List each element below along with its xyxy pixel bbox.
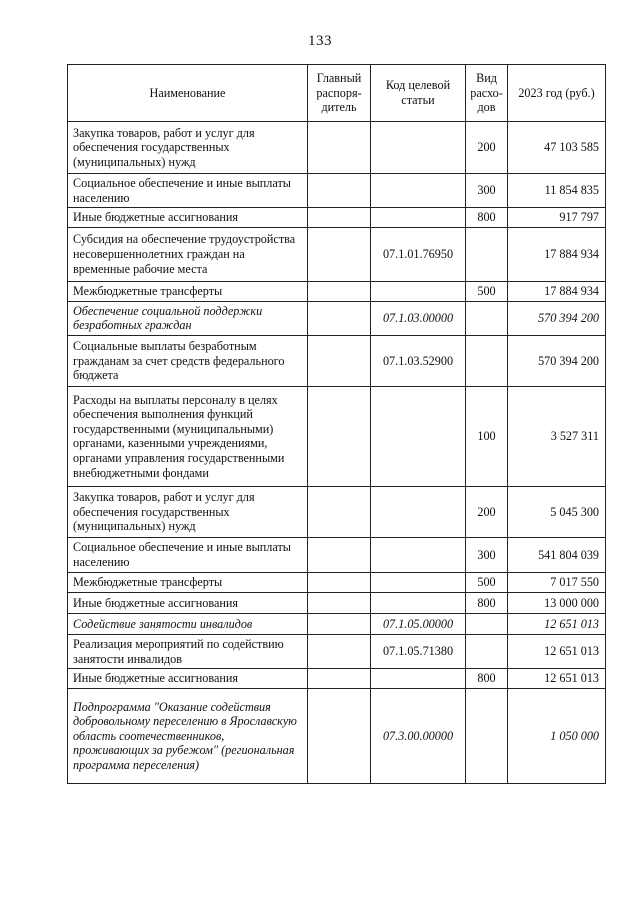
row-name-cell: Межбюджетные трансферты: [68, 572, 308, 592]
row-type-cell: 200: [466, 122, 508, 174]
row-name-cell: Реализация мероприятий по содействию занятости инвалидов: [68, 634, 308, 668]
table-row: [68, 208, 606, 228]
row-manager-cell: [308, 174, 371, 208]
table-row: [68, 537, 606, 572]
header-expense-type: Вид расхо-дов: [466, 65, 508, 122]
row-amount-cell: 7 017 550: [508, 572, 606, 592]
row-type-cell: [466, 689, 508, 784]
row-amount-cell: 17 884 934: [508, 227, 606, 281]
table-row: [68, 281, 606, 301]
row-amount-cell: 13 000 000: [508, 592, 606, 613]
row-name-cell: Иные бюджетные ассигнования: [68, 592, 308, 613]
row-code-cell: [371, 208, 466, 228]
row-code-cell: 07.1.05.00000: [371, 613, 466, 634]
row-name-cell: Закупка товаров, работ и услуг для обеспечения государственных (муниципальных) нужд: [68, 122, 308, 174]
table-header-row: [68, 65, 606, 122]
row-name-cell: Социальное обеспечение и иные выплаты населению: [68, 537, 308, 572]
row-type-cell: [466, 634, 508, 668]
row-name-cell: Социальные выплаты безработным гражданам за счет средств федерального бюджета: [68, 335, 308, 386]
row-type-cell: 800: [466, 208, 508, 228]
row-manager-cell: [308, 689, 371, 784]
row-name-cell: Межбюджетные трансферты: [68, 281, 308, 301]
row-code-cell: [371, 281, 466, 301]
row-amount-cell: 1 050 000: [508, 689, 606, 784]
row-amount-cell: 11 854 835: [508, 174, 606, 208]
row-code-cell: 07.1.01.76950: [371, 227, 466, 281]
row-code-cell: [371, 486, 466, 537]
row-name-cell: Иные бюджетные ассигнования: [68, 208, 308, 228]
row-type-cell: 800: [466, 592, 508, 613]
row-code-cell: [371, 669, 466, 689]
row-manager-cell: [308, 613, 371, 634]
row-manager-cell: [308, 227, 371, 281]
table-row: [68, 634, 606, 668]
page-number: 133: [308, 33, 332, 49]
row-amount-cell: 570 394 200: [508, 335, 606, 386]
row-amount-cell: 570 394 200: [508, 301, 606, 335]
row-name-cell: Закупка товаров, работ и услуг для обеспечения государственных (муниципальных) нужд: [68, 486, 308, 537]
row-amount-cell: 3 527 311: [508, 386, 606, 486]
row-type-cell: 200: [466, 486, 508, 537]
row-manager-cell: [308, 592, 371, 613]
row-manager-cell: [308, 208, 371, 228]
table-body: [68, 122, 606, 784]
table-row: [68, 301, 606, 335]
row-amount-cell: 917 797: [508, 208, 606, 228]
row-name-cell: Иные бюджетные ассигнования: [68, 669, 308, 689]
row-name-cell: Подпрограмма "Оказание содействия добровольному переселению в Ярославскую область соотечественников, проживающих за рубежом" (региональная программа переселения): [68, 689, 308, 784]
row-type-cell: 300: [466, 537, 508, 572]
row-manager-cell: [308, 122, 371, 174]
table-row: [68, 486, 606, 537]
header-main-manager: Главный распоря-дитель: [308, 65, 371, 122]
row-manager-cell: [308, 669, 371, 689]
row-type-cell: [466, 301, 508, 335]
row-amount-cell: 541 804 039: [508, 537, 606, 572]
table-row: [68, 592, 606, 613]
row-name-cell: Содействие занятости инвалидов: [68, 613, 308, 634]
row-code-cell: [371, 122, 466, 174]
table-row: [68, 174, 606, 208]
row-name-cell: Обеспечение социальной поддержки безработных граждан: [68, 301, 308, 335]
row-code-cell: 07.1.03.00000: [371, 301, 466, 335]
table-row: [68, 689, 606, 784]
row-code-cell: 07.1.05.71380: [371, 634, 466, 668]
table-row: [68, 335, 606, 386]
row-manager-cell: [308, 335, 371, 386]
row-code-cell: 07.1.03.52900: [371, 335, 466, 386]
table-row: [68, 669, 606, 689]
row-code-cell: [371, 592, 466, 613]
row-type-cell: 100: [466, 386, 508, 486]
row-type-cell: 500: [466, 572, 508, 592]
table-row: [68, 227, 606, 281]
row-code-cell: [371, 174, 466, 208]
row-type-cell: [466, 613, 508, 634]
row-manager-cell: [308, 486, 371, 537]
row-type-cell: 800: [466, 669, 508, 689]
row-amount-cell: 47 103 585: [508, 122, 606, 174]
row-amount-cell: 12 651 013: [508, 613, 606, 634]
table-row: [68, 572, 606, 592]
header-name: Наименование: [68, 65, 308, 122]
row-code-cell: [371, 572, 466, 592]
row-amount-cell: 12 651 013: [508, 634, 606, 668]
row-name-cell: Социальное обеспечение и иные выплаты населению: [68, 174, 308, 208]
row-name-cell: Расходы на выплаты персоналу в целях обеспечения выполнения функций государственными (муниципальными) органами, казенными учреждениями, органами управления государственными внебюджетными фондами: [68, 386, 308, 486]
row-name-cell: Субсидия на обеспечение трудоустройства несовершеннолетних граждан на временные рабочие места: [68, 227, 308, 281]
row-manager-cell: [308, 537, 371, 572]
header-target-code: Код целевой статьи: [371, 65, 466, 122]
header-year-amount: 2023 год (руб.): [508, 65, 606, 122]
row-code-cell: [371, 386, 466, 486]
row-code-cell: 07.3.00.00000: [371, 689, 466, 784]
row-code-cell: [371, 537, 466, 572]
row-type-cell: [466, 227, 508, 281]
row-manager-cell: [308, 634, 371, 668]
table-row: [68, 613, 606, 634]
table-row: [68, 122, 606, 174]
row-type-cell: 300: [466, 174, 508, 208]
row-type-cell: [466, 335, 508, 386]
table-row: [68, 386, 606, 486]
row-manager-cell: [308, 572, 371, 592]
row-amount-cell: 5 045 300: [508, 486, 606, 537]
row-amount-cell: 17 884 934: [508, 281, 606, 301]
row-manager-cell: [308, 301, 371, 335]
row-manager-cell: [308, 386, 371, 486]
row-amount-cell: 12 651 013: [508, 669, 606, 689]
budget-table: [67, 64, 606, 784]
row-type-cell: 500: [466, 281, 508, 301]
row-manager-cell: [308, 281, 371, 301]
